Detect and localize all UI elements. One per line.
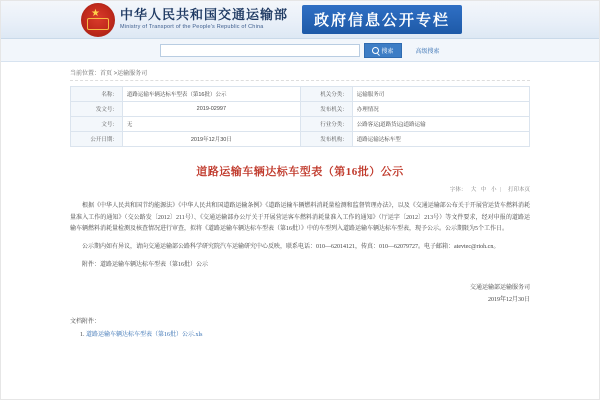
ministry-name: [120, 7, 288, 30]
meta-key: 文号：: [71, 117, 123, 132]
meta-key: 行业分类：: [300, 117, 352, 132]
paragraph: 公示期内如有异议，请向交通运输部公路科学研究院汽车运输研究中心反映，联系电话：010—62014121，传真：010—62079727。电子邮箱：atevtec@rioh.cn。: [82, 244, 500, 251]
attachment-link[interactable]: 道路运输车辆达标车型表（第16批）公示.xls: [86, 332, 203, 339]
meta-key: 公开日期：: [71, 132, 123, 147]
font-size-medium-button[interactable]: 中: [480, 187, 487, 193]
table-row: [71, 87, 530, 102]
attachment-heading: 文档附件：: [70, 319, 101, 326]
table-row: [71, 132, 530, 147]
ministry-name-en: Ministry of Transport of the People's Republic of China: [120, 23, 264, 30]
site-header: [0, 0, 600, 39]
meta-value: 无: [122, 117, 300, 132]
meta-key: 发布机构：: [300, 132, 352, 147]
search-button[interactable]: [364, 43, 401, 58]
page-title: 道路运输车辆达标车型表（第16批）公示: [196, 166, 404, 178]
advanced-search-link[interactable]: 高级搜索: [415, 48, 440, 55]
breadcrumb: 当前位置：首页 >运输服务司: [70, 68, 530, 81]
attachment-line: 附件：道路运输车辆达标车型表（第16批）公示: [82, 261, 209, 268]
meta-key: 名称：: [71, 87, 123, 102]
attachment-section: [70, 316, 530, 338]
font-size-label: 字体：: [449, 187, 467, 193]
search-button-label: 搜索: [381, 48, 394, 55]
search-icon: [372, 47, 379, 54]
meta-value: 2019年12月30日: [122, 132, 300, 147]
meta-value: 道路运输车辆达标车型表（第16批）公示: [122, 87, 300, 102]
meta-value: 运输服务司: [352, 87, 529, 102]
list-item: [86, 329, 530, 338]
meta-value: 公路客运|道路货运|道路运输: [352, 117, 529, 132]
search-bar: [0, 39, 600, 62]
ministry-name-cn: 中华人民共和国交通运输部: [120, 7, 289, 23]
font-size-large-button[interactable]: 大: [470, 187, 477, 193]
document-meta-table: [70, 86, 530, 147]
meta-value: 办理情况: [352, 102, 529, 117]
document-signature: [0, 283, 530, 306]
meta-value: 道路运输达标车型: [352, 132, 529, 147]
font-size-toolbar: [0, 185, 530, 193]
print-button[interactable]: 打印本页: [507, 187, 530, 193]
national-emblem-icon: ★: [80, 2, 114, 36]
meta-key: 发布机关：: [300, 102, 352, 117]
divider: |: [500, 187, 502, 193]
signature-org: 交通运输部运输服务司: [469, 285, 530, 292]
signature-date: 2019年12月30日: [487, 296, 530, 303]
paragraph: 根据《中华人民共和国节约能源法》《中华人民共和国道路运输条例》《道路运输车辆燃料消耗量检测和监督管理办法》，以及《交通运输部公布关于开展营运货车燃料消耗量准入工作的通知》（交公路发〔2012〕211号）、《交通运输部办公厅关于开展营运客车燃料消耗量准入工作的通知》（厅运字〔2012〕213号）等文件要求，经对申报的道路运输车辆燃料消耗量检测及核查情况进行审查，拟将《道路运输车辆达标车型表（第16批）》中的车型列入道路运输车辆达标车型表，现予公示。公示期限为5个工作日。: [70, 203, 530, 233]
table-row: [71, 102, 530, 117]
table-row: [71, 117, 530, 132]
banner-title: 政府信息公开专栏: [302, 5, 462, 34]
meta-key: 机关分类：: [300, 87, 352, 102]
font-size-small-button[interactable]: 小: [490, 187, 497, 193]
meta-value: 2019-02997: [122, 102, 300, 117]
document-body: [70, 201, 530, 271]
meta-key: 发文号：: [71, 102, 123, 117]
search-input[interactable]: [160, 44, 360, 57]
